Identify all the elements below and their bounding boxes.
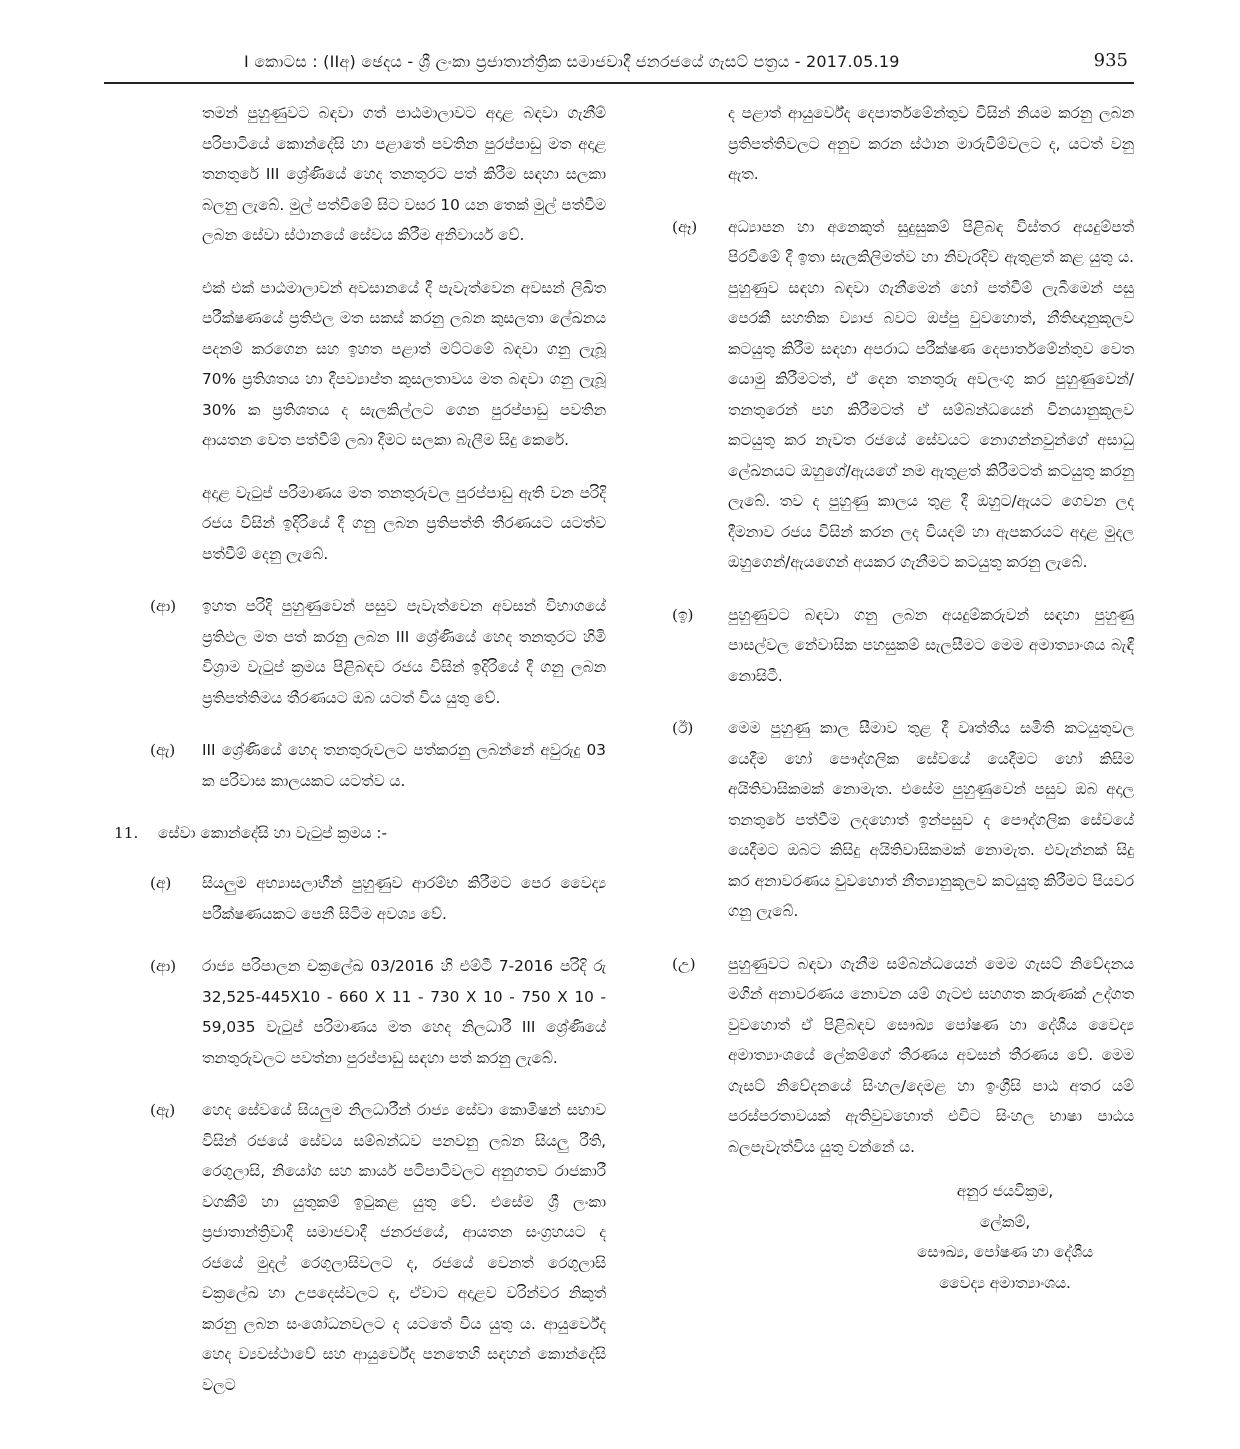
list-item-pension [110, 591, 606, 713]
item-text: III ශ්‍රේණියේ හෙද තනතුරුවලට පත්කරනු ලබන්නේ අවුරුදු 03 ක පරිවාස කාලයකට යටත්ව ය. [202, 741, 606, 790]
item-label: (ආ) [150, 957, 177, 975]
paragraph-merit-list: එක් එක් පාඨමාලාවන් අවසානයේ දී පැවැත්වෙන අවසන් ලිඛිත පරීක්ෂණයේ ප්‍රතිඵල මත සකස් කරනු ලබන කුසලතා ලේඛනය පදනම් කරගෙන සහ ඉහත පළාත් මට්ටමේ බඳවා ගනු ලැබූ 70% ප්‍රතිශතය හා දීපව්‍යාප්ත කුසලතාවය මත බඳවා ගනු ලැබූ 30% ක ප්‍රතිශතය ද සැලකිල්ලට ගෙන පුරප්පාඩු පවතින ආයතන වෙත පත්වීම් ලබා දීමට සලකා බැලීම සිදු කෙරේ. [202, 278, 606, 449]
left-column [110, 98, 606, 1422]
right-column [664, 98, 1134, 1184]
item-text: හෙද සේවයේ සියලුම නිලධාරීන් රාජ්‍ය සේවා කොමිෂන් සභාව විසින් රජයේ සේවය සම්බන්ධව පනවනු ලබන සියලු රීති, රෙගුලාසි, නියෝග සහ කාර්ය පටිපාටිවලට අනුගතව රාජකාරී වගකීම් හා යුතුකම් ඉටුකළ යුතු වේ. එසේම ශ්‍රී ලංකා ප්‍රජාතාන්ත්‍රිවාදී සමාජවාදී ජනරජයේ, ආයතන සංග්‍රහයට ද රජයේ මුදල් රෙගුලාසිවලට ද, රජයේ වෙනත් රෙගුලාසි චක්‍රලේඛ හා උපදෙස්වලට ද, ඒවාට අදාළව වරින්වර නිකුත් කරනු ලබන සංශෝධනවලට ද යටතේ විය යුතු ය. ආයුර්වේද හෙද ව්‍යවස්ථාවේ සහ ආයුර්වේද පනතෙහි සඳහන් කොන්දේසි වලට [202, 1101, 606, 1394]
list-item-medical [110, 868, 606, 929]
item-text: සියලුම අභ්‍යාසලාභීන් පුහුණුව ආරම්භ කිරීමට පෙර වෛද්‍ය පරීක්ෂණයකට පෙනී සිටිම අවශ්‍ය වේ. [202, 874, 606, 923]
signature-block [880, 1176, 1130, 1298]
item-label: (අ) [150, 874, 172, 892]
list-item-residential [664, 600, 1134, 692]
page-number: 935 [1093, 50, 1128, 71]
item-label: (උ) [672, 954, 696, 973]
item-text: ඉහත පරිදි පුහුණුවෙන් පසුව පැවැත්වෙන අවසන් විභාගයේ ප්‍රතිඵල මත පත් කරනු ලබන III ශ්‍රේණියේ හෙද තනතුරට හිමි විශ්‍රාම වැටුප් ක්‍රමය පිළිබඳව රජය විසින් ඉදිරියේ දී ගනු ලබන ප්‍රතිපත්තිමය තීරණයට ඔබ යටත් විය යුතු වේ. [202, 597, 606, 707]
item-label: (ඉ) [672, 605, 694, 624]
item-text: පුහුණුවට බඳවා ගනු ලබන අයදුම්කරුවන් සඳහා පුහුණු පාසල්වල නේවාසික පහසුකම් සැලසීමට මෙම අමාත්‍යාංශය බැඳී නොසිටී. [728, 605, 1134, 685]
section-number: 11. [114, 824, 139, 842]
list-item-duties [110, 1095, 606, 1400]
list-item-final-decision [664, 949, 1134, 1163]
item-text: අධ්‍යාපන හා අනෙකුත් සුදුසුකම් පිළිබඳ විස්තර අයදුම්පත් පිරවීමේ දී ඉතා සැලකිලිමත්ව හා නිවැරදිව ඇතුළත් කළ යුතු ය. පුහුණුව සඳහා බඳවා ගැනීමෙන් හෝ පත්වීම් ලැබීමෙන් පසු පෙරකී සහතික ව්‍යාජ බවට ඔප්පු වුවහොත්, නීතිඥානුකූලව කටයුතු කිරීම සඳහා අපරාධ පරීක්ෂණ දෙපාර්තමේන්තුව වෙත යොමු කිරීමටත්, ඒ දෙන තනතුරු අවලංගු කර පුහුණුවෙන්/තනතුරෙන් පහ කිරීමටත් ඒ සම්බන්ධයෙන් විනයානුකූලව කටයුතු කර නැවත රජයේ සේවයට නොගන්නවුන්ගේ අසාධු ලේඛනයට ඔහුගේ/ඇයගේ නම ඇතුළත් කිරීමටත් කටයුතු කරනු ලැබේ. තව ද පුහුණු කාලය තුළ දී ඔහුට/ඇයට ගෙවන ලද දීමනාව රජය විසින් කරන ලද වියදම් හා ඇපකරයට අදාළ මුදල ඔහුගෙන්/ඇයගෙන් අයකර ගැනීමට කටයුතු කරනු ලැබේ. [728, 217, 1134, 571]
section-title: සේවා කොන්දේසි හා වැටුප් ක්‍රමය :- [158, 824, 388, 842]
list-item-probation [110, 735, 606, 796]
item-label: (ඇ) [150, 1101, 176, 1119]
paragraph-appointment: තමන් පුහුණුවට බඳවා ගත් පාඨමාලාවට අදාළ බඳවා ගැනීම් පරිපාටියේ කොන්දේසි හා පළාතේ පවතින පුරප්පාඩු මත අදාළ තනතුරේ III ශ්‍රේණියේ හෙද තනතුරට පත් කිරීම සඳහා සලකා බලනු ලැබේ. මුල් පත්වීමේ සිට වසර 10 යන තෙක් මුල් පත්වීම ලබන සේවා ස්ථානයේ සේවය කිරීම අනිවාර්ය වේ. [202, 104, 606, 244]
continued-paragraph [664, 98, 1134, 190]
list-item-qualifications [664, 212, 1134, 578]
signatory-title: ලේකම්, [979, 1212, 1031, 1231]
ministry-line-2: වෛද්‍ය අමාත්‍යාංශය. [939, 1273, 1071, 1292]
page-header [104, 48, 1134, 84]
section-heading [110, 818, 606, 848]
item-label: (ඇ) [150, 741, 176, 759]
item-label: (ආ) [150, 597, 177, 615]
item-text: මෙම පුහුණු කාල සීමාව තුළ දී වෘත්තීය සමිති කටයුතුවල යෙදීම හෝ පෞද්ගලික සේවයේ යෙදීමට හෝ කිසිම අයිතිවාසිකමක් නොමැත. එසේම පුහුණුවෙන් පසුව ඔබ අදාල තනතුරේ පත්වීම ලදහොත් ඉන්පසුව ද පෞද්ගලික සේවයේ යෙදීමට ඔබට කිසිදු අයිතිවාසිකමක් නොමැත. එවැන්නක් සිදු කර අනාවරණය වුවහොත් නීත්‍යානුකූලව කටයුතු කිරීමට පියවර ගනු ලැබේ. [728, 719, 1134, 920]
list-item-trade-union [664, 713, 1134, 927]
paragraph-policy: අදාළ වැටුප් පරිමාණය මත තනතුරුවල පුරප්පාඩු ඇති වන පරිදි රජය විසින් ඉදිරියේ දී ගනු ලබන ප්‍රතිපත්ති තීරණයට යටත්ව පත්වීම් දෙනු ලැබේ. [202, 483, 606, 563]
ministry-line-1: සෞඛ්‍ය, පෝෂණ හා දේශීය [916, 1243, 1093, 1261]
item-label: (ඈ) [672, 217, 698, 236]
signatory-name: අනුර ජයවික්‍රම, [956, 1182, 1054, 1200]
item-text: පුහුණුවට බඳවා ගැනීම සම්බන්ධයෙන් මෙම ගැසට් නිවේදනය මගින් අනාවරණය නොවන යම් ගැටළු සහගත කරුණක් උද්ගත වුවහොත් ඒ පිළිබඳව සෞඛ්‍ය පෝෂණ හා දේශීය වෛද්‍ය අමාත්‍යාංශයේ ලේකම්ගේ තීරණය අවසන් තීරණය වේ. මෙම ගැසට් නිවේදනයේ සිංහල/දෙමළ හා ඉංග්‍රීසි පාඨ අතර යම් පරස්පරතාවයක් ඇතිවුවහොත් එවිට සිංහල භාෂා පාඨය බලපැවැත්විය යුතු වන්නේ ය. [728, 954, 1134, 1156]
item-label: (ඊ) [672, 719, 694, 737]
item-text: රාජ්‍ය පරිපාලන චක්‍රලේඛ 03/2016 හි එම්ටී 7-2016 පරිදි රු 32,525-445X10 - 660 X 11 - 730 X 10 - 750 X 10 - 59,035 වැටුප් පරිමාණය මත හෙද නිලධාරී III ශ්‍රේණියේ තනතුරුවලට පවත්නා පුරප්පාඩු සඳහා පත් කරනු ලැබේ. [202, 957, 606, 1067]
item-text: ද පළාත් ආයුර්වේද දෙපාර්තමේන්තුව විසින් නියම කරනු ලබන ප්‍රතිපත්තිවලට අනුව කරන ස්ථාන මාරුවීම්වලට ද, යටත් වනු ඇත. [728, 104, 1134, 183]
header-title: I කොටස : (IIඅ) ඡෙදය - ශ්‍රී ලංකා ප්‍රජාතාන්ත්‍රික සමාජවාදී ජනරජයේ ගැසට් පත්‍රය - 2017.05.19 [244, 52, 900, 71]
list-item-salary [110, 951, 606, 1073]
